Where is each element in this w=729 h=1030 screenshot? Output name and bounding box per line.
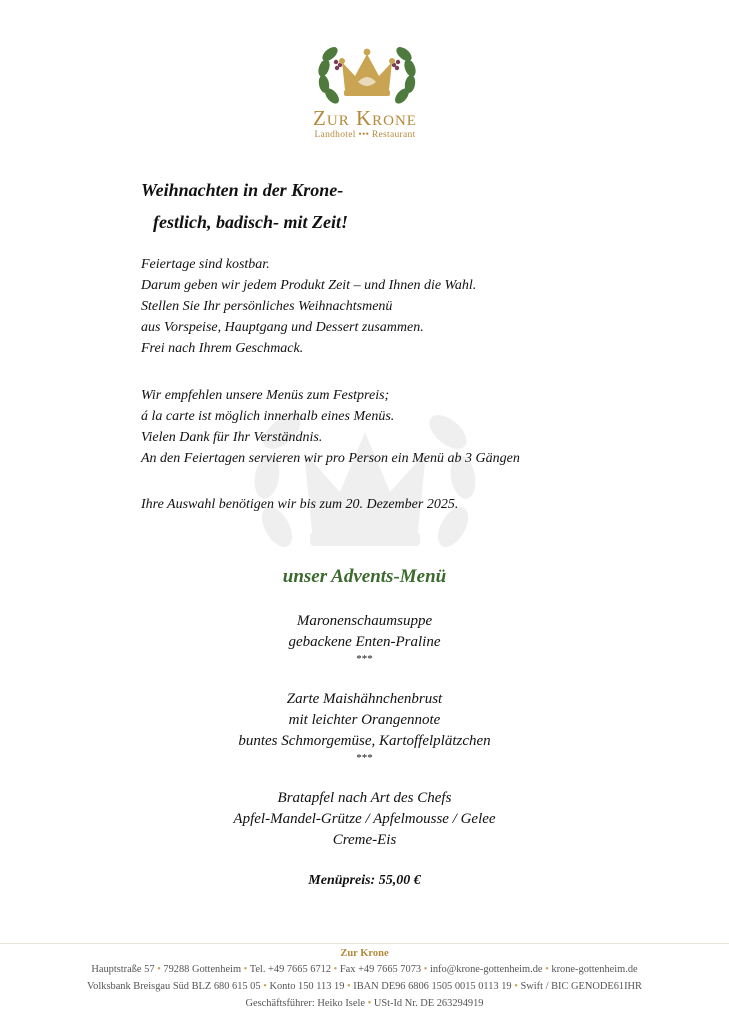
footer-separator: • xyxy=(514,981,518,992)
intro-line: aus Vorspeise, Hauptgang und Dessert zusammen. xyxy=(141,320,424,335)
intro-line: Stellen Sie Ihr persönliches Weihnachtsmenü xyxy=(141,299,393,314)
heading-line-2: festlich, badisch- mit Zeit! xyxy=(153,212,348,232)
menu-course-1 xyxy=(0,611,729,667)
brand-subtitle: Landhotel ••• Restaurant xyxy=(314,130,416,140)
footer-item: Swift / BIC GENODE61IHR xyxy=(520,981,642,992)
footer-legal-line xyxy=(0,998,729,1009)
course-separator: *** xyxy=(356,752,373,764)
course-line: Creme-Eis xyxy=(332,832,397,848)
brand-name: Zur Krone xyxy=(313,106,417,130)
footer-separator: • xyxy=(243,964,248,975)
footer-title xyxy=(0,948,729,959)
intro-paragraph xyxy=(141,254,476,359)
policy-line: Wir empfehlen unsere Menüs zum Festpreis; xyxy=(141,388,390,403)
policy-line: An den Feiertagen servieren wir pro Person ein Menü ab 3 Gängen xyxy=(141,451,520,466)
course-line: mit leichter Orangennote xyxy=(288,712,441,728)
footer-divider xyxy=(0,943,729,944)
footer-item: USt-Id Nr. DE 263294919 xyxy=(373,998,484,1009)
footer-bank-line xyxy=(0,981,729,992)
footer-item: krone-gottenheim.de xyxy=(551,964,638,975)
footer-brand: Zur Krone xyxy=(340,948,389,959)
footer-separator: • xyxy=(545,964,549,975)
footer-separator: • xyxy=(263,981,267,992)
footer-item: IBAN DE96 6806 1505 0015 0113 19 xyxy=(353,981,512,992)
intro-line: Darum geben wir jedem Produkt Zeit – und Ihnen die Wahl. xyxy=(141,278,477,293)
menu-course-3 xyxy=(0,788,729,851)
course-line: Apfel-Mandel-Grütze / Apfelmousse / Gelee xyxy=(233,811,496,827)
footer-item: 79288 Gottenheim xyxy=(163,964,242,975)
footer-item: Volksbank Breisgau Süd BLZ 680 615 05 xyxy=(87,981,261,992)
footer-separator: • xyxy=(347,981,351,992)
footer-separator: • xyxy=(157,964,161,975)
footer-item: info@krone-gottenheim.de xyxy=(429,964,543,975)
policy-line: Vielen Dank für Ihr Verständnis. xyxy=(141,430,323,445)
footer-item: Geschäftsführer: Heiko Isele xyxy=(245,998,365,1009)
footer-item: Fax +49 7665 7073 xyxy=(339,964,422,975)
policy-line: á la carte ist möglich innerhalb eines Menüs. xyxy=(141,409,395,424)
deadline-text: Ihre Auswahl benötigen wir bis zum 20. Dezember 2025. xyxy=(141,497,459,512)
footer-separator: • xyxy=(423,964,428,975)
footer-item: Tel. +49 7665 6712 xyxy=(249,964,332,975)
course-line: gebackene Enten-Praline xyxy=(288,634,441,650)
footer-address-line xyxy=(0,964,729,975)
intro-line: Feiertage sind kostbar. xyxy=(141,257,270,272)
footer-separator: • xyxy=(333,964,338,975)
course-line: Maronenschaumsuppe xyxy=(296,613,433,629)
menu-price: Menüpreis: 55,00 € xyxy=(308,873,421,888)
footer-item: Hauptstraße 57 xyxy=(91,964,155,975)
menu-title: unser Advents-Menü xyxy=(282,566,447,587)
course-line: Bratapfel nach Art des Chefs xyxy=(277,790,452,806)
intro-line: Frei nach Ihrem Geschmack. xyxy=(141,341,304,356)
policy-paragraph xyxy=(141,385,520,469)
menu-course-2 xyxy=(0,689,729,766)
footer-separator: • xyxy=(367,998,372,1009)
heading-line-1: Weihnachten in der Krone- xyxy=(141,180,344,200)
course-separator: *** xyxy=(356,653,373,665)
course-line: Zarte Maishähnchenbrust xyxy=(286,691,443,707)
course-line: buntes Schmorgemüse, Kartoffelplätzchen xyxy=(238,733,491,749)
footer-item: Konto 150 113 19 xyxy=(269,981,345,992)
